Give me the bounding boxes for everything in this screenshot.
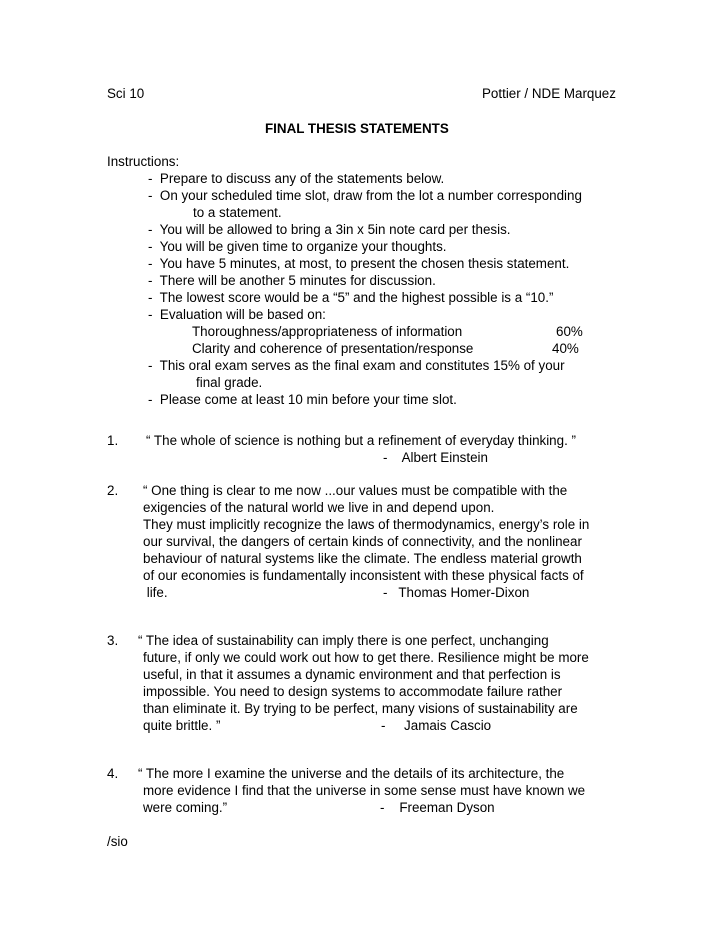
- course-label: Sci 10: [107, 86, 145, 101]
- statement-line: quite brittle. ”: [143, 718, 221, 733]
- statement-line: future, if only we could work out how to get there. Resilience might be more: [143, 650, 589, 665]
- statement-number: 4.: [107, 766, 119, 781]
- statement-line: “ The whole of science is nothing but a refinement of everyday thinking. ”: [146, 433, 576, 448]
- footer-initials: /sio: [107, 834, 128, 849]
- instruction-item-continuation: to a statement.: [193, 205, 282, 220]
- instruction-item: - There will be another 5 minutes for discussion.: [148, 273, 436, 288]
- statement-line: of our economies is fundamentally inconsistent with these physical facts of: [143, 568, 584, 583]
- statement-number: 1.: [107, 433, 119, 448]
- statement-number: 2.: [107, 483, 119, 498]
- statement-line: “ The more I examine the universe and the details of its architecture, the: [138, 766, 565, 781]
- teachers-label: Pottier / NDE Marquez: [482, 86, 616, 101]
- statement-line: behaviour of natural systems like the climate. The endless material growth: [143, 551, 582, 566]
- instruction-item: - You will be given time to organize your thoughts.: [148, 239, 447, 254]
- page-title: FINAL THESIS STATEMENTS: [265, 121, 449, 136]
- statement-author: - Freeman Dyson: [380, 800, 495, 815]
- criterion-name: Clarity and coherence of presentation/response: [192, 341, 474, 356]
- instruction-item: - The lowest score would be a “5” and the highest possible is a “10.”: [148, 290, 554, 305]
- instruction-item: - Please come at least 10 min before your time slot.: [148, 392, 457, 407]
- statement-number: 3.: [107, 633, 119, 648]
- statement-author: - Jamais Cascio: [381, 718, 492, 733]
- instructions-heading: Instructions:: [107, 154, 180, 169]
- statement-line: than eliminate it. By trying to be perfect, many visions of sustainability are: [143, 701, 578, 716]
- instruction-item: - You have 5 minutes, at most, to present the chosen thesis statement.: [148, 256, 570, 271]
- statement-line: more evidence I find that the universe in some sense must have known we: [143, 783, 586, 798]
- criterion-weight: 60%: [556, 324, 583, 339]
- statement-line: exigencies of the natural world we live in and depend upon.: [143, 500, 495, 515]
- instruction-item: - Prepare to discuss any of the statements below.: [148, 171, 445, 186]
- statement-line: life.: [143, 585, 168, 600]
- instruction-item: - Evaluation will be based on:: [148, 307, 326, 322]
- instruction-item: - This oral exam serves as the final exam and constitutes 15% of your: [148, 358, 565, 373]
- statement-line: useful, in that it assumes a dynamic environment and that perfection is: [143, 667, 561, 682]
- statement-line: “ The idea of sustainability can imply there is one perfect, unchanging: [138, 633, 549, 648]
- criterion-weight: 40%: [552, 341, 579, 356]
- statement-line: impossible. You need to design systems to accommodate failure rather: [143, 684, 563, 699]
- instruction-item-continuation: final grade.: [196, 375, 263, 390]
- instruction-item: - On your scheduled time slot, draw from the lot a number corresponding: [148, 188, 582, 203]
- statement-author: - Thomas Homer-Dixon: [383, 585, 530, 600]
- statement-author: - Albert Einstein: [383, 450, 488, 465]
- statement-line: They must implicitly recognize the laws of thermodynamics, energy’s role in: [143, 517, 590, 532]
- instruction-item: - You will be allowed to bring a 3in x 5in note card per thesis.: [148, 222, 511, 237]
- statement-line: our survival, the dangers of certain kinds of connectivity, and the nonlinear: [143, 534, 582, 549]
- criterion-name: Thoroughness/appropriateness of information: [192, 324, 463, 339]
- statement-line: were coming.”: [143, 800, 228, 815]
- statement-line: “ One thing is clear to me now ...our values must be compatible with the: [143, 483, 568, 498]
